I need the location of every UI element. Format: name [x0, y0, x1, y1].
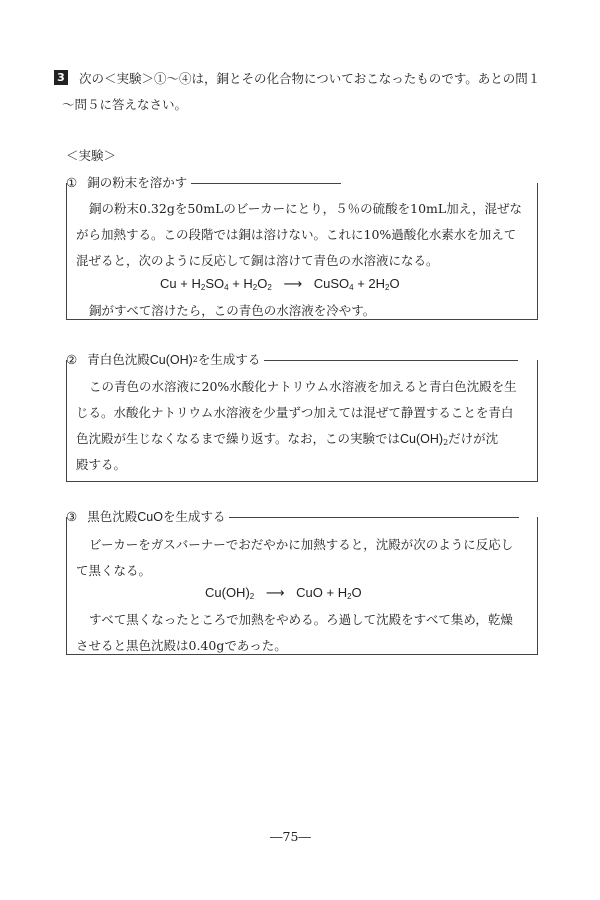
section-2-line-1: この青色の水溶液に20%水酸化ナトリウム水溶液を加えると青白色沈殿を生: [89, 379, 517, 394]
section-1-line-2: がら加熱する。この段階では銅は溶けない。これに10%過酸化水素水を加えて: [76, 227, 517, 242]
question-intro-line2: ～問５に答えなさい。: [62, 97, 188, 112]
section-2-line-2: じる。水酸化ナトリウム水溶液を少量ずつ加えては混ぜて静置することを青白: [76, 405, 514, 420]
section-3-title: ③ 黒色沈殿 CuO を生成する: [66, 508, 519, 526]
reaction-arrow-icon: ⟶: [283, 276, 303, 291]
section-2-line-4: 殿する。: [76, 457, 127, 472]
page-number: ―75―: [270, 829, 311, 844]
reaction-arrow-icon: ⟶: [265, 585, 285, 600]
section-1-equation: $Cu + H_2SO_4 + H_2O_2$ ⟶ CuSO$_4$ + $2H_2O$: [160, 276, 400, 292]
section-1-line-1: 銅の粉末0.32gを50mLのビーカーにとり，５％の硫酸を10mL加え，混ぜな: [89, 201, 522, 216]
section-3-number: ③: [66, 509, 78, 524]
section-1-title-text: 銅の粉末を溶かす: [87, 175, 188, 190]
section-1-after-line: 銅がすべて溶けたら，この青色の水溶液を冷やす。: [89, 303, 376, 318]
question-intro-line1: 次の＜実験＞①～④は，銅とその化合物についておこなったものです。あとの問１: [79, 71, 541, 86]
question-number-badge: 3: [54, 70, 68, 85]
section-3-equation: $Cu(OH)_2$ ⟶ CuO + $H_2O$: [205, 585, 362, 601]
section-1-number: ①: [66, 175, 78, 190]
section-2-line-3: 色沈殿が生じなくなるまで繰り返す。なお，この実験では$Cu(OH)_2$だけが沈: [76, 431, 499, 447]
section-2-title: ② 青白色沈殿 Cu(OH) 2 を生成する: [66, 351, 518, 369]
section-1-line-3: 混ぜると，次のように反応して銅は溶けて青色の水溶液になる。: [76, 253, 439, 268]
section-2-number: ②: [66, 352, 78, 367]
section-3-after-line-1: すべて黒くなったところで加熱をやめる。ろ過して沈殿をすべて集め，乾燥: [89, 612, 513, 627]
section-3-line-1: ビーカーをガスバーナーでおだやかに加熱すると，沈殿が次のように反応し: [89, 537, 514, 552]
experiment-header: ＜実験＞: [66, 148, 117, 163]
section-3-line-2: て黒くなる。: [76, 563, 152, 578]
section-3-after-line-2: させると黒色沈殿は0.40gであった。: [76, 638, 287, 653]
